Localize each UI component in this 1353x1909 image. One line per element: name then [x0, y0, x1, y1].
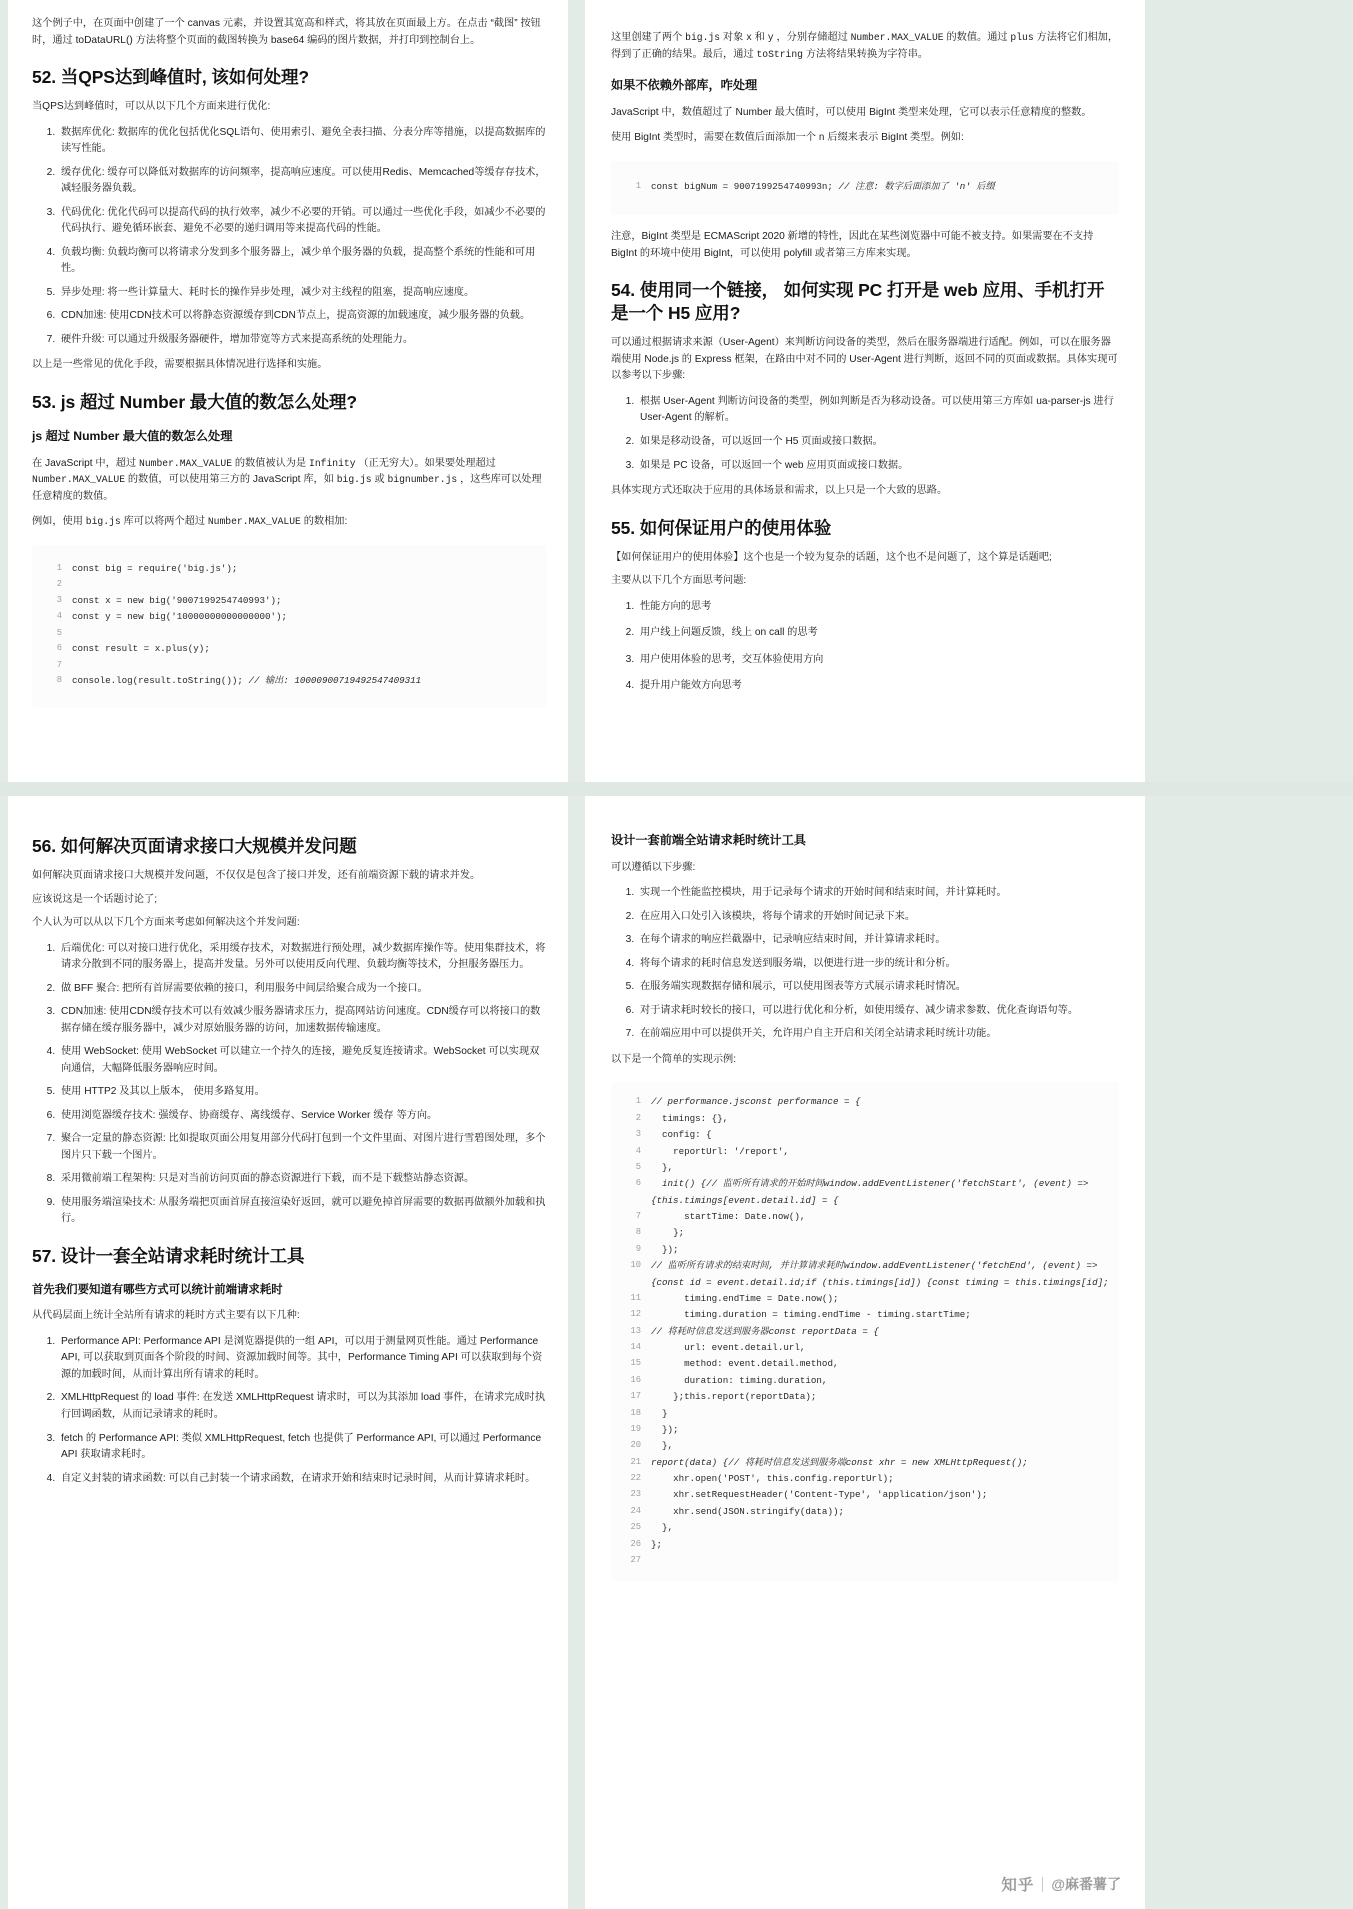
code-text: config: {: [651, 1129, 712, 1141]
text-run: ，分别存储超过: [773, 32, 851, 43]
gutter-middle-2: [568, 796, 585, 1909]
code-line: [619, 1307, 1111, 1323]
section56-lead-2: 应该说这是一个话题讨论了;: [32, 893, 158, 905]
section52-closing: 以上是一些常见的优化手段，需要根据具体情况进行选择和实施。: [32, 359, 328, 371]
list-item: 3. 代码优化: 优化代码可以提高代码的执行效率，减少不必要的开销。可以通过一些优化手段，如减少不必要的代码执行、避免循环嵌套、避免不必要的递归调用等来提高代码的性能。: [58, 205, 546, 238]
code-line: [619, 1406, 1111, 1422]
code-line: [619, 1487, 1111, 1503]
inline-code: big.js: [85, 516, 121, 528]
list-item: 5. 使用 HTTP2 及其以上版本， 使用多路复用。: [58, 1084, 546, 1101]
list-item: 3. 在每个请求的响应拦截器中，记录响应结束时间，并计算请求耗时。: [637, 932, 1119, 949]
code-text: xhr.open('POST', this.config.reportUrl);: [651, 1473, 894, 1485]
inline-code: Infinity: [309, 457, 356, 469]
list-item: 2. 做 BFF 聚合: 把所有首屏需要依赖的接口，利用服务中间层给聚合成为一个接口。: [58, 981, 546, 998]
list-item: 1. 根据 User-Agent 判断访问设备的类型，例如判断是否为移动设备。可以使用第三方库如 ua-parser-js 进行 User-Agent 的解析。: [637, 394, 1119, 427]
code-line: [40, 577, 538, 593]
text-run: 的数值。通过: [943, 32, 1011, 43]
code-line: [40, 609, 538, 625]
list-item: 7. 聚合一定量的静态资源: 比如提取页面公用复用部分代码打包到一个文件里面、对图片进行雪碧图处理，多个图片只下载一个图片。: [58, 1131, 546, 1164]
section56-list: [32, 941, 546, 1228]
code-line: [619, 1537, 1111, 1553]
section52-list: [32, 125, 546, 349]
inline-code: big.js: [336, 474, 372, 486]
code-line: [40, 673, 538, 689]
text-run: （正无穷大）。如果要处理超过: [355, 457, 496, 469]
list-item: 3. CDN加速: 使用CDN缓存技术可以有效减少服务器请求压力，提高网站访问速度。CDN缓存可以将接口的数据存储在缓存服务器中，减少对原始服务器的访问，加速数据传输速度。: [58, 1004, 546, 1037]
code-line: [619, 1144, 1111, 1160]
line-number: 4: [635, 1145, 641, 1156]
code-text: },: [651, 1522, 674, 1534]
section54-list: [611, 394, 1119, 474]
list-item: 8. 采用微前端工程架构: 只是对当前访问页面的静态资源进行下载，而不是下载整站静态资源。: [58, 1171, 546, 1188]
code-line: [619, 1127, 1111, 1143]
tool-lead: 可以遵循以下步骤:: [611, 861, 696, 873]
code-line: [619, 1373, 1111, 1389]
list-item: 5. 在服务端实现数据存储和展示，可以使用图表等方式展示请求耗时情况。: [637, 979, 1119, 996]
line-number: 22: [630, 1473, 641, 1484]
section54-closing: 具体实现方式还取决于应用的具体场景和需求，以上只是一个大致的思路。: [611, 485, 948, 497]
code-line: [619, 1258, 1111, 1291]
list-item: 7. 硬件升级: 可以通过升级服务器硬件，增加带宽等方式来提高系统的处理能力。: [58, 332, 546, 349]
text-run: 对象: [720, 32, 747, 43]
line-number: 27: [630, 1554, 641, 1565]
code-line: [619, 1553, 1111, 1569]
gutter-middle: [568, 0, 585, 782]
line-number: 3: [635, 1129, 641, 1140]
inline-code: Number.MAX_VALUE: [207, 516, 301, 528]
line-number: 24: [630, 1505, 641, 1516]
section54-lead: 可以通过根据请求来源（User-Agent）来判断访问设备的类型，然后在服务器端进行适配。例如，可以在服务器端使用 Node.js 的 Express 框架，在路由中对不同的 User-Agent 进行判断，返回不同的页面或数据。具体实现可以参考以下步骤:: [611, 337, 1118, 382]
list-item: 9. 使用服务端渲染技术: 从服务端把页面首屏直接渲染好返回，就可以避免掉首屏需要的数据再做额外加载和执行。: [58, 1195, 546, 1228]
panel-top-left: [8, 0, 568, 782]
code-line: [619, 1324, 1111, 1340]
section56-lead-1: 如何解决页面请求接口大规模并发问题，不仅仅是包含了接口并发，还有前端资源下载的请求并发。: [32, 870, 481, 882]
code-text: });: [651, 1243, 679, 1255]
line-number: 11: [630, 1292, 641, 1303]
list-item: 3. 用户使用体验的思考，交互体验使用方向: [637, 652, 1119, 669]
line-number: 18: [630, 1407, 641, 1418]
line-number: 20: [630, 1440, 641, 1451]
line-number: 1: [635, 180, 641, 191]
line-number: 17: [630, 1391, 641, 1402]
gutter-left-2: [0, 796, 8, 1909]
section53-para1: [32, 456, 546, 506]
text-run: 的数相加:: [300, 516, 348, 528]
text-run: 或: [371, 474, 388, 486]
line-number: 8: [635, 1227, 641, 1238]
list-item: 2. 缓存优化: 缓存可以降低对数据库的访问频率，提高响应速度。可以使用Redis、Memcached等缓存存技术，减轻服务器负载。: [58, 165, 546, 198]
section55-lead-1: 【如何保证用户的使用体验】这个也是一个较为复杂的话题，这个也不是问题了，这个算是话题吧;: [611, 551, 1052, 563]
list-item: 2. 用户线上问题反馈，线上 on call 的思考: [637, 625, 1119, 642]
text-run: 在 JavaScript 中，超过: [32, 457, 139, 469]
list-item: 1. Performance API: Performance API 是浏览器提供的一组 API，可以用于测量网页性能。通过 Performance API, 可以获取到页面各个阶段的时间、资源加载时间等。其中，Performance Timing API 可以获取到每个资源的加载时间，从而计算出所有请求的耗时。: [58, 1334, 546, 1384]
inline-code: toString: [756, 48, 803, 60]
text-run: 例如，使用: [32, 516, 86, 528]
list-item: 4. 负载均衡: 负载均衡可以将请求分发到多个服务器上，减少单个服务器的负载，提高整个系统的性能和可用性。: [58, 245, 546, 278]
section57-lead: 从代码层面上统计全站所有请求的耗时方式主要有以下几种:: [32, 1310, 300, 1322]
code-line: [619, 1160, 1111, 1176]
code-line: [619, 179, 1111, 195]
line-number: 6: [635, 1178, 641, 1189]
list-item: 2. 在应用入口处引入该模块，将每个请求的开始时间记录下来。: [637, 909, 1119, 926]
code-text: const y = new big('10000000000000000');: [72, 611, 288, 623]
inline-code: Number.MAX_VALUE: [139, 457, 233, 469]
band-separator: [0, 782, 1353, 796]
list-item: 1. 实现一个性能监控模块，用于记录每个请求的开始时间和结束时间，并计算耗时。: [637, 885, 1119, 902]
code-text: xhr.setRequestHeader('Content-Type', 'application/json');: [651, 1489, 988, 1501]
subheading-no-external-lib: 如果不依赖外部库，咋处理: [611, 78, 758, 93]
text-run: 的数值被认为是: [232, 457, 309, 469]
text-run: 和: [751, 32, 768, 43]
list-item: 4. 使用 WebSocket: 使用 WebSocket 可以建立一个持久的连接，避免反复连接请求。WebSocket 可以实现双向通信，大幅降低服务器响应时间。: [58, 1044, 546, 1077]
code-text: // performance.jsconst performance = {: [651, 1096, 861, 1108]
line-number: 2: [635, 1112, 641, 1123]
section52-lead: 当QPS达到峰值时，可以从以下几个方面来进行优化:: [32, 101, 271, 113]
intro-paragraph: 这个例子中，在页面中创建了一个 canvas 元素，并设置其宽高和样式，将其放在页面最上方。在点击 “截图” 按钮时，通过 toDataURL() 方法将整个页面的截图转换为 base64 编码的图片数据，并打印到控制台上。: [32, 18, 541, 46]
code-comment: // 注意: 数字后面添加了 'n' 后缀: [838, 180, 995, 192]
inline-code: n: [818, 132, 825, 144]
text-run: ，这些库可以处理任意精度的数值。: [32, 474, 542, 502]
bigint-note: 注意，BigInt 类型是 ECMAScript 2020 新增的特性，因此在某些浏览器中可能不被支持。如果需要在不支持 BigInt 的环境中使用 BigInt，可以使用 polyfill 或者第三方库来实现。: [611, 231, 1094, 259]
list-item: 1. 数据库优化: 数据库的优化包括优化SQL语句、使用索引、避免全表扫描、分表分库等措施，以提高数据库的读写性能。: [58, 125, 546, 158]
subheading-57: 首先我们要知道有哪些方式可以统计前端请求耗时: [32, 1283, 283, 1296]
heading-56: 56. 如何解决页面请求接口大规模并发问题: [32, 836, 357, 856]
code-text-run: console.log(result.toString());: [72, 675, 249, 687]
code-line: [619, 1291, 1111, 1307]
tool-steps-list: [611, 885, 1119, 1043]
line-number: 1: [635, 1096, 641, 1107]
list-item: 2. 如果是移动设备，可以返回一个 H5 页面或接口数据。: [637, 434, 1119, 451]
text-run: 这里创建了两个: [611, 32, 686, 43]
line-number: 9: [635, 1243, 641, 1254]
bigint-para-1: JavaScript 中，数值超过了 Number 最大值时，可以使用 BigInt 类型来处理，它可以表示任意精度的整数。: [611, 106, 1092, 118]
text-run: 库可以将两个超过: [120, 516, 208, 528]
code-line: [619, 1471, 1111, 1487]
code-text: startTime: Date.now(),: [651, 1211, 806, 1223]
section55-lead-2: 主要从以下几个方面思考问题:: [611, 575, 747, 587]
line-number: 3: [56, 594, 62, 605]
line-number: 1: [56, 562, 62, 573]
code-text: [651, 179, 1111, 195]
code-block-performance: [611, 1082, 1119, 1580]
tool-closing: 以下是一个简单的实现示例:: [611, 1053, 737, 1065]
heading-52: 52. 当QPS达到峰值时, 该如何处理?: [32, 67, 309, 88]
code-line: [619, 1209, 1111, 1225]
list-item: 4. 将每个请求的耗时信息发送到服务端，以便进行进一步的统计和分析。: [637, 956, 1119, 973]
list-item: 6. CDN加速: 使用CDN技术可以将静态资源缓存到CDN节点上，提高资源的加载速度，减少服务器的负载。: [58, 308, 546, 325]
code-text: method: event.detail.method,: [651, 1358, 839, 1370]
code-line: [40, 593, 538, 609]
text-run: 后缀来表示 BigInt 类型。例如:: [824, 132, 964, 144]
code-text: },: [651, 1161, 674, 1173]
panel-bottom-right: [585, 796, 1145, 1909]
line-number: 16: [630, 1374, 641, 1385]
text-run: 的数值，可以使用第三方的 JavaScript 库，如: [125, 474, 337, 486]
code-text: });: [651, 1423, 679, 1435]
line-number: 6: [56, 643, 62, 654]
code-text: [72, 673, 538, 689]
list-item: 4. 提升用户能效方向思考: [637, 678, 1119, 695]
text-run: 使用 BigInt 类型时，需要在数值后面添加一个: [611, 132, 819, 144]
code-text: duration: timing.duration,: [651, 1374, 828, 1386]
text-run: 方法将它们相加，得到了正确的结果。最后，通过: [611, 32, 1119, 60]
line-number: 15: [630, 1358, 641, 1369]
bigjs-explain: [611, 30, 1119, 63]
code-line: [619, 1094, 1111, 1110]
code-text: // 将耗时信息发送到服务器const reportData = {: [651, 1325, 879, 1337]
section57-list: [32, 1334, 546, 1487]
code-text-run: const bigNum = 9007199254740993n;: [651, 180, 839, 192]
gutter-left: [0, 0, 8, 782]
code-line: [619, 1455, 1111, 1471]
list-item: 7. 在前端应用中可以提供开关，允许用户自主开启和关闭全站请求耗时统计功能。: [637, 1026, 1119, 1043]
subheading-53: js 超过 Number 最大值的数怎么处理: [32, 428, 233, 443]
code-line: [40, 561, 538, 577]
code-line: [619, 1225, 1111, 1241]
gutter-right-2: [1145, 796, 1153, 1909]
list-item: 4. 自定义封装的请求函数: 可以自己封装一个请求函数，在请求开始和结束时记录时间，从而计算请求耗时。: [58, 1471, 546, 1488]
code-text: timings: {},: [651, 1112, 729, 1124]
code-line: [40, 641, 538, 657]
inline-code: plus: [1010, 32, 1034, 43]
list-item: 3. fetch 的 Performance API: 类似 XMLHttpRequest, fetch 也提供了 Performance API, 可以通过 Performance API 获取请求耗时。: [58, 1431, 546, 1464]
code-text: report(data) {// 将耗时信息发送到服务端const xhr = new XMLHttpRequest();: [651, 1456, 1028, 1468]
code-line: [619, 1242, 1111, 1258]
bigint-para-2: [611, 130, 1119, 147]
line-number: 8: [56, 675, 62, 686]
section53-para2: [32, 514, 546, 531]
code-text: };this.report(reportData);: [651, 1391, 817, 1403]
heading-54: 54. 使用同一个链接， 如何实现 PC 打开是 web 应用、手机打开是一个 H5 应用?: [611, 280, 1105, 324]
code-text: const big = require('big.js');: [72, 562, 238, 574]
panel-bottom-left: [8, 796, 568, 1909]
line-number: 26: [630, 1538, 641, 1549]
code-text: };: [651, 1538, 663, 1550]
code-line: [619, 1389, 1111, 1405]
list-item: 1. 后端优化: 可以对接口进行优化，采用缓存技术，对数据进行预处理，减少数据库操作等。使用集群技术，将请求分散到不同的服务器上，提高并发量。另外可以使用反向代理、负载均衡等技术，分担服务器压力。: [58, 941, 546, 974]
code-text: },: [651, 1440, 674, 1452]
code-text: }: [651, 1407, 668, 1419]
code-text: timing.duration = timing.endTime - timing.startTime;: [651, 1309, 971, 1321]
code-text: const x = new big('9007199254740993');: [72, 594, 282, 606]
bottom-band: [0, 796, 1353, 1909]
code-line: [619, 1340, 1111, 1356]
code-line: [619, 1504, 1111, 1520]
line-number: 14: [630, 1342, 641, 1353]
heading-53: 53. js 超过 Number 最大值的数怎么处理?: [32, 391, 357, 412]
inline-code: big.js: [685, 32, 721, 43]
line-number: 5: [56, 627, 62, 638]
inline-code: Number.MAX_VALUE: [850, 32, 944, 43]
code-line: [40, 626, 538, 642]
code-text: reportUrl: '/report',: [651, 1145, 789, 1157]
code-block-bigjs: [32, 545, 546, 708]
code-line: [619, 1422, 1111, 1438]
code-text: timing.endTime = Date.now();: [651, 1292, 839, 1304]
code-text: xhr.send(JSON.stringify(data));: [651, 1505, 844, 1517]
line-number: 2: [56, 579, 62, 590]
inline-code: Number.MAX_VALUE: [32, 474, 126, 486]
code-line: [619, 1111, 1111, 1127]
list-item: 6. 对于请求耗时较长的接口，可以进行优化和分析，如使用缓存、减少请求参数、优化查询语句等。: [637, 1003, 1119, 1020]
heading-57: 57. 设计一套全站请求耗时统计工具: [32, 1245, 305, 1266]
section55-list: [611, 599, 1119, 695]
line-number: 23: [630, 1489, 641, 1500]
line-number: 10: [630, 1260, 641, 1271]
line-number: 12: [630, 1309, 641, 1320]
line-number: 21: [630, 1456, 641, 1467]
watermark: [1001, 1873, 1121, 1895]
watermark-divider: [1042, 1877, 1043, 1892]
code-text: };: [651, 1227, 685, 1239]
code-block-bigint: [611, 161, 1119, 215]
heading-tool-design: 设计一套前端全站请求耗时统计工具: [611, 833, 806, 847]
inline-code: bignumber.js: [387, 474, 458, 486]
top-band: [0, 0, 1353, 782]
code-line: [40, 658, 538, 674]
code-text: init() {// 监听所有请求的开始时间window.addEventListener('fetchStart', (event) => {this.timings[event.detail.id] = {: [651, 1178, 1094, 1206]
code-line: [619, 1438, 1111, 1454]
list-item: 6. 使用浏览器缓存技术: 强缓存、协商缓存、离线缓存、Service Worker 缓存 等方向。: [58, 1108, 546, 1125]
list-item: 5. 异步处理: 将一些计算量大、耗时长的操作异步处理，减少对主线程的阻塞，提高响应速度。: [58, 285, 546, 302]
line-number: 7: [635, 1211, 641, 1222]
line-number: 4: [56, 611, 62, 622]
code-line: [619, 1520, 1111, 1536]
code-line: [619, 1356, 1111, 1372]
code-text: url: event.detail.url,: [651, 1342, 806, 1354]
gutter-right: [1145, 0, 1153, 782]
inline-code: x: [746, 32, 752, 43]
line-number: 19: [630, 1423, 641, 1434]
line-number: 7: [56, 659, 62, 670]
list-item: 3. 如果是 PC 设备，可以返回一个 web 应用页面或接口数据。: [637, 458, 1119, 475]
list-item: 1. 性能方向的思考: [637, 599, 1119, 616]
panel-top-right: [585, 0, 1145, 782]
text-run: 方法将结果转换为字符串。: [802, 48, 929, 60]
inline-code: y: [767, 32, 774, 43]
code-text: // 监听所有请求的结束时间, 并计算请求耗时window.addEventListener('fetchEnd', (event) => {const id = event.detail.id;if (this.timings[id]) {const timing = this.timings[id];: [651, 1260, 1109, 1288]
code-text: const result = x.plus(y);: [72, 643, 210, 655]
code-comment: // 输出: 10000900719492547409311: [248, 675, 422, 687]
line-number: 5: [635, 1161, 641, 1172]
list-item: 2. XMLHttpRequest 的 load 事件: 在发送 XMLHttpRequest 请求时，可以为其添加 load 事件，在请求完成时执行回调函数，从而记录请求的耗时。: [58, 1390, 546, 1423]
zhihu-handle: @麻番薯了: [1051, 1876, 1121, 1892]
zhihu-logo: 知乎: [1001, 1877, 1035, 1894]
line-number: 25: [630, 1522, 641, 1533]
code-line: [619, 1176, 1111, 1209]
section56-lead-3: 个人认为可以从以下几个方面来考虑如何解决这个并发问题:: [32, 917, 300, 929]
line-number: 13: [630, 1325, 641, 1336]
heading-55: 55. 如何保证用户的使用体验: [611, 517, 832, 538]
